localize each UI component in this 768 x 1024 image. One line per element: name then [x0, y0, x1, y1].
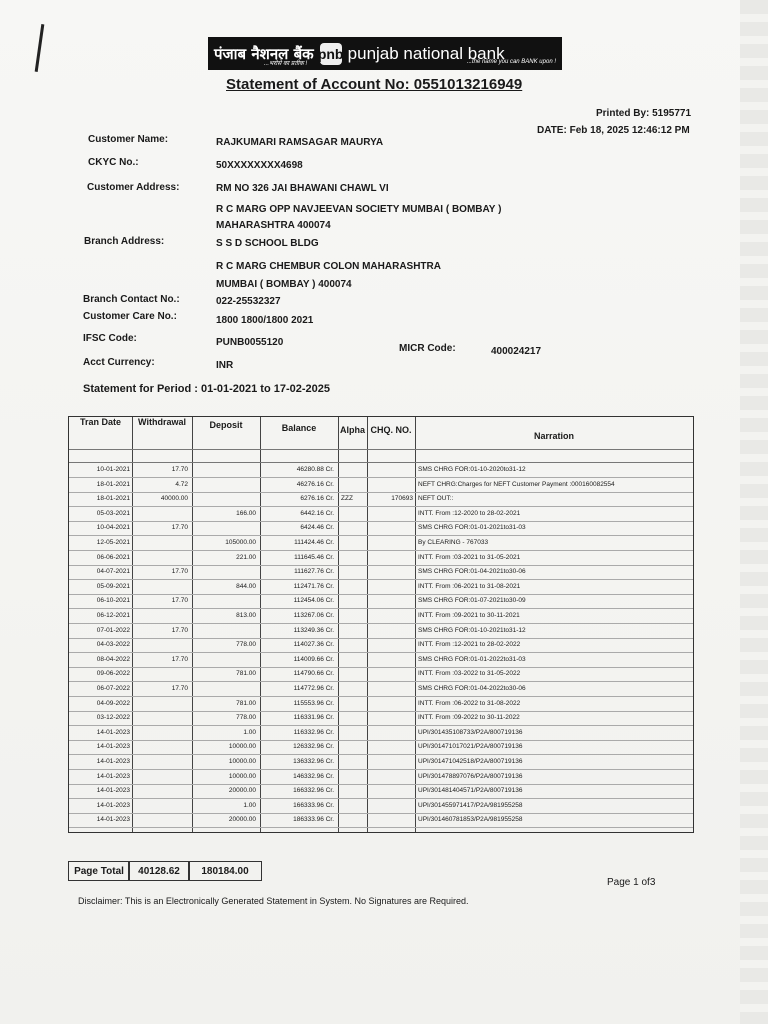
table-row	[69, 667, 693, 681]
cell-date: 06-10-2021	[96, 597, 130, 605]
cell-balance: 111627.76 Cr.	[294, 568, 334, 576]
cell-narration: SMS CHRG FOR:01-10-2020to31-12	[418, 466, 526, 473]
cell-withdrawal: 17.70	[171, 597, 188, 605]
currency-value: INR	[216, 360, 234, 371]
page-total-withdrawal: 40128.62	[128, 861, 190, 881]
header-chq-no: CHQ. NO.	[370, 425, 412, 435]
printed-by: Printed By: 5195771	[596, 108, 692, 119]
cell-deposit: 20000.00	[228, 787, 256, 795]
cell-narration: SMS CHRG FOR:01-10-2021to31-12	[418, 626, 526, 634]
cell-date: 04-09-2022	[96, 699, 130, 707]
table-row	[69, 784, 693, 798]
cell-narration: INTT. From :03-2022 to 31-05-2022	[418, 670, 521, 678]
cell-narration: NEFT CHRG:Charges for NEFT Customer Payment :000160082554	[418, 480, 615, 488]
page-total-label: Page Total	[68, 861, 130, 881]
cell-chq: 170693	[391, 495, 413, 503]
cell-withdrawal: 17.70	[171, 626, 188, 634]
cell-date: 14-01-2023	[96, 728, 130, 736]
cell-narration: SMS CHRG FOR:01-04-2022to30-06	[418, 685, 526, 692]
customer-address-line: MAHARASHTRA 400074	[216, 220, 331, 231]
cell-balance: 115553.96 Cr.	[293, 699, 334, 707]
bank-banner	[208, 37, 562, 70]
cell-balance: 114009.66 Cr.	[293, 655, 334, 663]
cell-narration: INTT. From :06-2022 to 31-08-2022	[418, 699, 521, 707]
bank-hindi-name: पंजाब नैशनल बैंक	[214, 44, 314, 63]
cell-deposit: 10000.00	[228, 772, 256, 780]
cell-balance: 126332.96 Cr.	[293, 743, 334, 751]
table-row	[69, 565, 693, 579]
cell-balance: 6424.46 Cr.	[300, 524, 334, 532]
header-balance: Balance	[281, 423, 317, 433]
ckyc-value: 50XXXXXXXX4698	[216, 160, 303, 171]
cell-narration: UPI/301471017021/P2A/800719136	[418, 743, 523, 751]
cell-date: 08-04-2022	[96, 655, 130, 663]
header-withdrawal: Withdrawal	[138, 417, 186, 427]
table-row	[69, 799, 693, 813]
currency-label: Acct Currency:	[83, 357, 155, 368]
cell-date: 14-01-2023	[96, 758, 130, 765]
cell-balance: 166332.96 Cr.	[293, 787, 334, 795]
customer-care-value: 1800 1800/1800 2021	[216, 315, 314, 326]
cell-balance: 113267.06 Cr.	[293, 612, 334, 619]
cell-deposit: 1.00	[243, 728, 256, 736]
cell-balance: 186333.96 Cr.	[293, 816, 334, 824]
branch-address-label: Branch Address:	[84, 236, 165, 247]
cell-balance: 6442.16 Cr.	[300, 509, 334, 517]
customer-address-line: RM NO 326 JAI BHAWANI CHAWL VI	[216, 183, 389, 194]
cell-balance: 46280.88 Cr.	[296, 466, 334, 473]
cell-balance: 114790.66 Cr.	[293, 670, 334, 678]
table-row	[69, 726, 693, 740]
header-narration: Narration	[533, 431, 574, 441]
cell-date: 14-01-2023	[96, 801, 130, 809]
cell-deposit: 844.00	[236, 582, 256, 590]
table-row	[69, 478, 693, 492]
cell-date: 06-07-2022	[96, 685, 130, 692]
cell-narration: INTT. From :12-2020 to 28-02-2021	[418, 509, 521, 517]
cell-date: 14-01-2023	[96, 743, 130, 751]
table-row	[69, 463, 693, 477]
cell-balance: 112454.06 Cr.	[293, 597, 334, 605]
cell-deposit: 10000.00	[228, 758, 256, 765]
cell-balance: 112471.76 Cr.	[293, 582, 334, 590]
cell-narration: UPI/301471042518/P2A/800719136	[418, 758, 523, 765]
disclaimer: Disclaimer: This is an Electronically Generated Statement in System. No Signatures are Required.	[78, 896, 469, 906]
table-row	[69, 609, 693, 623]
pnb-logo-icon: pnb	[320, 43, 342, 65]
cell-withdrawal: 17.70	[171, 466, 188, 473]
cell-narration: INTT. From :09-2022 to 30-11-2022	[418, 714, 520, 722]
header-alpha: Alpha	[339, 425, 365, 435]
micr-value: 400024217	[491, 346, 542, 357]
cell-date: 10-01-2021	[96, 466, 130, 473]
branch-contact-value: 022-25532327	[216, 296, 281, 307]
cell-narration: UPI/301455971417/P2A/981955258	[418, 801, 523, 809]
cell-date: 14-01-2023	[96, 787, 130, 795]
cell-deposit: 105000.00	[225, 539, 256, 546]
cell-date: 06-06-2021	[96, 553, 130, 561]
customer-care-label: Customer Care No.:	[83, 311, 177, 322]
pen-mark	[35, 24, 45, 72]
ifsc-label: IFSC Code:	[83, 333, 137, 344]
customer-address-line: R C MARG OPP NAVJEEVAN SOCIETY MUMBAI ( BOMBAY )	[216, 204, 502, 215]
bank-english-tagline: ...the name you can BANK upon !	[466, 59, 556, 65]
page-number: Page 1 of3	[607, 877, 656, 888]
cell-withdrawal: 17.70	[171, 655, 188, 663]
cell-narration: SMS CHRG FOR:01-04-2021to30-06	[418, 568, 526, 576]
table-row	[69, 594, 693, 608]
cell-deposit: 781.00	[236, 670, 256, 678]
cell-balance: 111645.46 Cr.	[294, 553, 334, 561]
cell-narration: INTT. From :12-2021 to 28-02-2022	[418, 641, 521, 649]
print-date: DATE: Feb 18, 2025 12:46:12 PM	[537, 125, 690, 136]
statement-title: Statement of Account No: 0551013216949	[226, 76, 523, 93]
table-row	[69, 507, 693, 521]
cell-deposit: 20000.00	[228, 816, 256, 824]
cell-date: 18-01-2021	[96, 495, 130, 503]
table-row	[69, 521, 693, 535]
customer-address-label: Customer Address:	[87, 182, 180, 193]
cell-deposit: 166.00	[236, 509, 256, 517]
cell-date: 09-06-2022	[96, 670, 130, 678]
cell-balance: 111424.46 Cr.	[294, 539, 334, 546]
cell-date: 12-05-2021	[96, 539, 130, 546]
cell-deposit: 221.00	[236, 553, 256, 561]
cell-balance: 113249.36 Cr.	[293, 626, 334, 634]
cell-balance: 146332.96 Cr.	[293, 772, 334, 780]
cell-narration: NEFT OUT::	[418, 495, 454, 503]
cell-date: 04-07-2021	[96, 568, 130, 576]
cell-date: 07-01-2022	[96, 626, 130, 634]
cell-withdrawal: 40000.00	[160, 495, 188, 503]
cell-withdrawal: 17.70	[171, 568, 188, 576]
cell-withdrawal: 4.72	[175, 480, 188, 488]
table-row	[69, 697, 693, 711]
cell-deposit: 778.00	[236, 714, 256, 722]
table-row	[69, 682, 693, 696]
cell-date: 14-01-2023	[96, 772, 130, 780]
cell-deposit: 813.00	[236, 612, 256, 619]
table-row	[69, 653, 693, 667]
cell-deposit: 781.00	[236, 699, 256, 707]
table-row	[69, 770, 693, 784]
cell-balance: 114772.96 Cr.	[293, 685, 334, 692]
cell-narration: SMS CHRG FOR:01-01-2022to31-03	[418, 655, 526, 663]
cell-narration: UPI/301435108733/P2A/800719136	[418, 728, 523, 736]
cell-narration: INTT. From :03-2021 to 31-05-2021	[418, 553, 521, 561]
cell-balance: 114027.36 Cr.	[293, 641, 334, 649]
header-tran-date: Tran Date	[79, 417, 121, 427]
cell-narration: UPI/301481404571/P2A/800719136	[418, 787, 523, 795]
transactions-table	[68, 416, 694, 833]
table-row	[69, 492, 693, 506]
cell-date: 04-03-2022	[96, 641, 130, 649]
customer-name: RAJKUMARI RAMSAGAR MAURYA	[216, 137, 384, 148]
table-row	[69, 711, 693, 725]
cell-balance: 116331.96 Cr.	[293, 714, 334, 722]
table-row	[69, 638, 693, 652]
cell-date: 03-12-2022	[96, 714, 130, 722]
branch-address-line: R C MARG CHEMBUR COLON MAHARASHTRA	[216, 261, 441, 272]
cell-deposit: 778.00	[236, 641, 256, 649]
ifsc-value: PUNB0055120	[216, 337, 284, 348]
cell-deposit: 1.00	[243, 801, 256, 809]
cell-narration: UPI/301460781853/P2A/981955258	[418, 816, 523, 824]
table-row	[69, 580, 693, 594]
cell-narration: INTT. From :06-2021 to 31-08-2021	[418, 582, 521, 590]
cell-narration: UPI/301478897076/P2A/800719136	[418, 772, 523, 780]
branch-contact-label: Branch Contact No.:	[83, 294, 180, 305]
table-row	[69, 755, 693, 769]
cell-withdrawal: 17.70	[171, 524, 188, 532]
cell-deposit: 10000.00	[228, 743, 256, 751]
branch-address-line: MUMBAI ( BOMBAY ) 400074	[216, 279, 352, 290]
cell-date: 05-03-2021	[96, 509, 130, 517]
cell-balance: 136332.96 Cr.	[293, 758, 334, 765]
cell-balance: 166333.96 Cr.	[293, 801, 334, 809]
cell-narration: SMS CHRG FOR:01-01-2021to31-03	[418, 524, 526, 532]
table-row	[69, 740, 693, 754]
adjacent-page-edge	[740, 0, 768, 1024]
page-total-deposit: 180184.00	[188, 861, 262, 881]
cell-date: 06-12-2021	[96, 612, 130, 619]
header-deposit: Deposit	[209, 420, 243, 430]
ckyc-label: CKYC No.:	[88, 157, 139, 168]
table-row	[69, 813, 693, 827]
bank-hindi-tagline: ...भरोसे का प्रतीक !	[264, 61, 308, 67]
cell-alpha: ZZZ	[341, 495, 353, 503]
cell-date: 18-01-2021	[96, 480, 130, 488]
cell-date: 14-01-2023	[96, 816, 130, 824]
cell-balance: 6276.16 Cr.	[300, 495, 334, 503]
cell-withdrawal: 17.70	[171, 685, 188, 692]
cell-balance: 116332.96 Cr.	[293, 728, 334, 736]
cell-date: 10-04-2021	[96, 524, 130, 532]
branch-address-line: S S D SCHOOL BLDG	[216, 238, 319, 249]
cell-narration: SMS CHRG FOR:01-07-2021to30-09	[418, 597, 526, 605]
cell-narration: INTT. From :09-2021 to 30-11-2021	[418, 612, 520, 619]
bank-english-name: punjab national bank	[347, 43, 505, 63]
statement-period: Statement for Period : 01-01-2021 to 17-02-2025	[83, 383, 330, 395]
cell-balance: 46276.16 Cr.	[296, 480, 334, 488]
cell-date: 05-09-2021	[96, 582, 130, 590]
micr-label: MICR Code:	[399, 343, 456, 354]
cell-narration: By CLEARING - 767033	[418, 539, 489, 546]
table-row	[69, 536, 693, 550]
table-row	[69, 551, 693, 565]
table-row	[69, 624, 693, 638]
customer-name-label: Customer Name:	[88, 134, 169, 145]
